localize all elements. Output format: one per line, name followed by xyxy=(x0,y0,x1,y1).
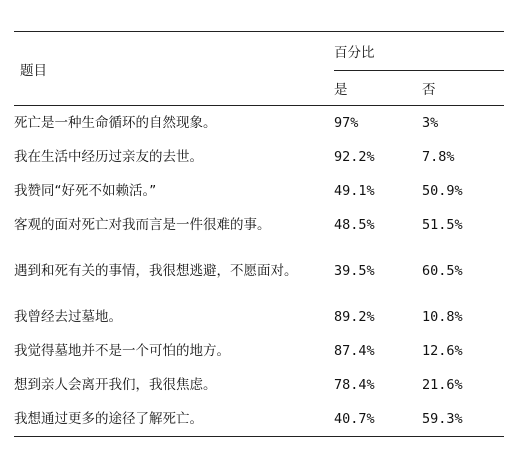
yes-value: 97% xyxy=(334,115,359,131)
no-value: 12.6% xyxy=(422,343,463,359)
table-row xyxy=(14,300,504,334)
yes-value: 39.5% xyxy=(334,263,375,279)
table-row xyxy=(14,106,504,141)
no-value: 21.6% xyxy=(422,377,463,393)
item-text: 遇到和死有关的事情，我很想逃避，不愿面对。 xyxy=(14,263,298,279)
yes-value: 49.1% xyxy=(334,183,375,199)
yes-value: 87.4% xyxy=(334,343,375,359)
table-row xyxy=(14,140,504,174)
yes-value: 48.5% xyxy=(334,217,375,233)
item-text: 我觉得墓地并不是一个可怕的地方。 xyxy=(14,343,230,359)
no-value: 59.3% xyxy=(422,411,463,427)
table-body xyxy=(14,106,504,437)
table-row xyxy=(14,368,504,402)
table-row xyxy=(14,334,504,368)
no-value: 7.8% xyxy=(422,149,455,165)
yes-value: 78.4% xyxy=(334,377,375,393)
item-text: 我想通过更多的途径了解死亡。 xyxy=(14,411,203,427)
item-text: 客观的面对死亡对我而言是一件很难的事。 xyxy=(14,217,271,233)
table-row xyxy=(14,174,504,208)
column-header-yes: 是 xyxy=(334,82,348,98)
no-value: 50.9% xyxy=(422,183,463,199)
row-header-label: 题目 xyxy=(20,62,47,79)
item-text: 我曾经去过墓地。 xyxy=(14,309,122,325)
header-row-top xyxy=(14,32,504,71)
group-header-percent: 百分比 xyxy=(334,32,504,71)
yes-value: 92.2% xyxy=(334,149,375,165)
item-text: 死亡是一种生命循环的自然现象。 xyxy=(14,115,217,131)
table-row xyxy=(14,208,504,242)
table-row xyxy=(14,242,504,300)
item-text: 我赞同“好死不如赖活。” xyxy=(14,183,157,199)
item-text: 我在生活中经历过亲友的去世。 xyxy=(14,149,203,165)
column-header-no: 否 xyxy=(422,82,436,98)
no-value: 3% xyxy=(422,115,439,131)
yes-value: 89.2% xyxy=(334,309,375,325)
no-value: 10.8% xyxy=(422,309,463,325)
survey-table xyxy=(14,31,504,437)
table-row xyxy=(14,402,504,437)
no-value: 60.5% xyxy=(422,263,463,279)
yes-value: 40.7% xyxy=(334,411,375,427)
no-value: 51.5% xyxy=(422,217,463,233)
item-text: 想到亲人会离开我们，我很焦虑。 xyxy=(14,377,217,393)
